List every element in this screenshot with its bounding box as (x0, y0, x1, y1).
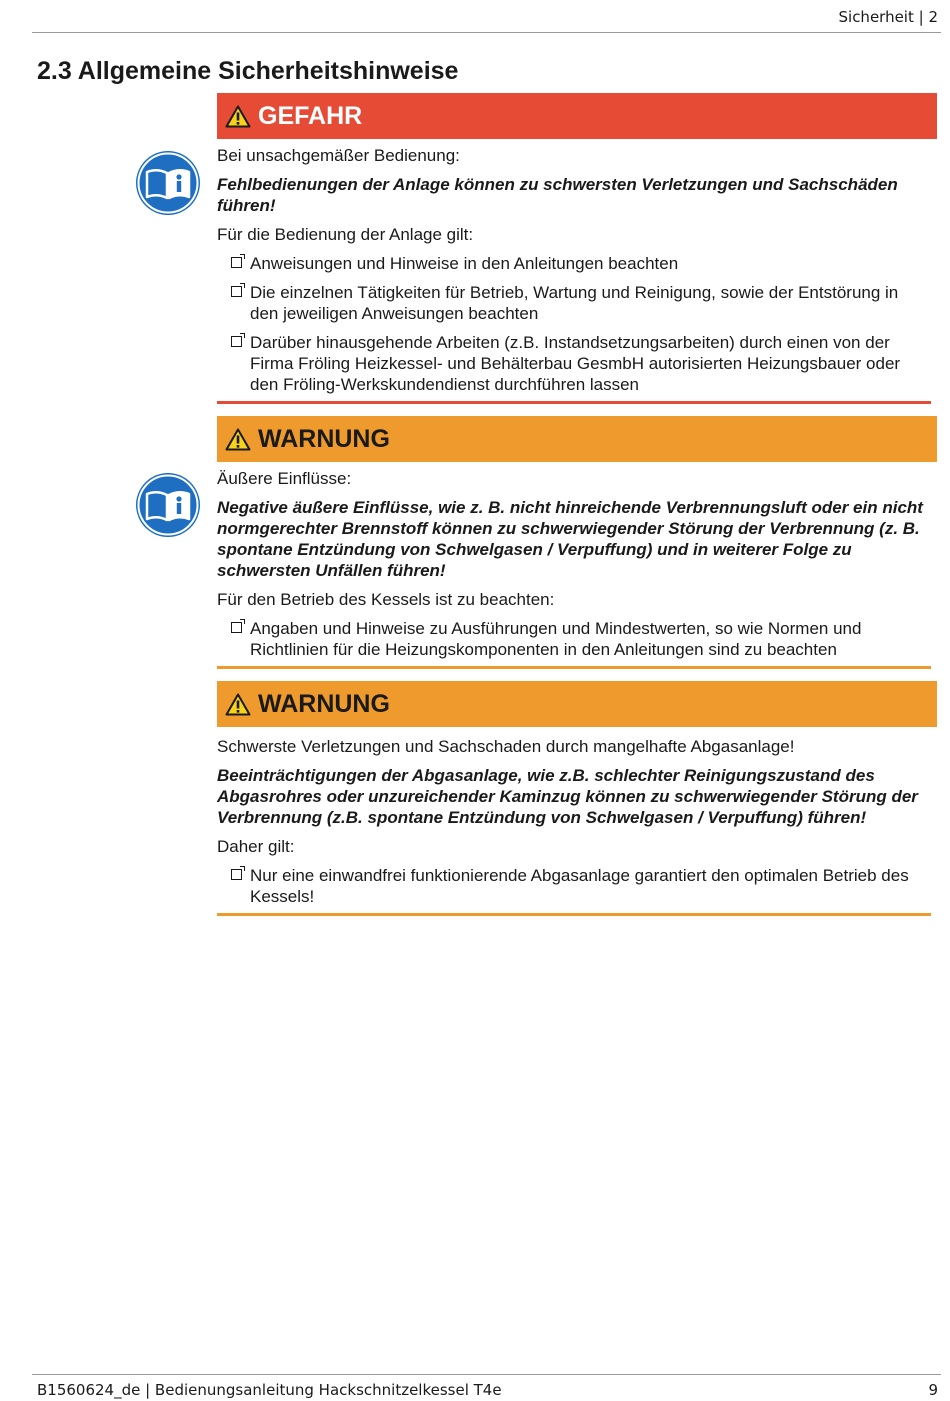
warning-level-label: WARNUNG (258, 689, 390, 718)
warning-content (217, 727, 937, 916)
header-divider (32, 32, 941, 33)
list-item (231, 332, 931, 395)
notice-lead: Negative äußere Einflüsse, wie z. B. nicht hinreichende Verbrennungsluft oder ein nicht normgerechter Brennstoff können zu schwerwiegender Störung der Verbrennung (z. B. spontane Entzündung von Schwelgasen / Verpuffung) und in weiterer Folge zu schwersten Unfällen führen! (217, 498, 923, 580)
notice-lead: Beeinträchtigungen der Abgasanlage, wie z.B. schlechter Reinigungszustand des Abgasrohres oder unzureichender Kaminzug können zu schwerwiegender Störung der Verbrennung (z.B. spontane Entzündung von Schwelgasen / Verpuffung) führen! (217, 766, 918, 827)
list-item-text: Angaben und Hinweise zu Ausführungen und Mindestwerten, so wie Normen und Richtlinien für die Heizungskomponenten in den Anleitungen sind zu beachten (250, 619, 862, 659)
read-manual-icon (135, 472, 201, 538)
warning-triangle-icon (225, 693, 251, 716)
warning-triangle-icon (225, 428, 251, 451)
notice-intro: Schwerste Verletzungen und Sachschaden durch mangelhafte Abgasanlage! (217, 737, 795, 756)
list-item (231, 282, 931, 324)
warning-notice-exhaust (217, 681, 937, 916)
list-item (231, 618, 931, 660)
list-item-text: Anweisungen und Hinweise in den Anleitungen beachten (250, 254, 679, 273)
running-header: Sicherheit | 2 (838, 8, 938, 26)
list-item-text: Darüber hinausgehende Arbeiten (z.B. Instandsetzungsarbeiten) durch einen von der Firma Fröling Heizkessel- und Behälterbau GesmbH autorisierten Heizungsbauer oder den Fröling-Werkskundendienst durchführen lassen (250, 333, 901, 394)
danger-banner (217, 93, 937, 139)
notice-item-list (217, 865, 931, 907)
section-title: 2.3 Allgemeine Sicherheitshinweise (37, 57, 459, 85)
read-manual-icon (135, 150, 201, 216)
notice-intro: Bei unsachgemäßer Bedienung: (217, 146, 460, 165)
notice-item-list (217, 253, 931, 395)
notice-lead: Fehlbedienungen der Anlage können zu schwersten Verletzungen und Sachschäden führen! (217, 175, 898, 215)
footer-document-id: B1560624_de | Bedienungsanleitung Hackschnitzelkessel T4e (37, 1381, 502, 1399)
danger-level-label: GEFAHR (258, 101, 363, 130)
warning-banner (217, 681, 937, 727)
notice-rule-text: Für den Betrieb des Kessels ist zu beachten: (217, 590, 555, 609)
warning-notice-external (217, 416, 937, 669)
list-item (231, 253, 931, 274)
list-item (231, 865, 931, 907)
warning-banner (217, 416, 937, 462)
checkbox-bullet-icon (231, 336, 242, 347)
danger-content (217, 139, 937, 404)
checkbox-bullet-icon (231, 622, 242, 633)
warning-bottom-rule (217, 666, 931, 669)
checkbox-bullet-icon (231, 257, 242, 268)
warning-bottom-rule (217, 913, 931, 916)
checkbox-bullet-icon (231, 286, 242, 297)
notice-rule-text: Daher gilt: (217, 837, 295, 856)
checkbox-bullet-icon (231, 869, 242, 880)
notice-intro: Äußere Einflüsse: (217, 469, 352, 488)
danger-notice (217, 93, 937, 404)
warning-level-label: WARNUNG (258, 424, 390, 453)
page-number: 9 (928, 1381, 938, 1399)
footer-divider (32, 1374, 941, 1375)
warning-triangle-icon (225, 105, 251, 128)
notice-rule-text: Für die Bedienung der Anlage gilt: (217, 225, 474, 244)
list-item-text: Die einzelnen Tätigkeiten für Betrieb, Wartung und Reinigung, sowie der Entstörung in den jeweiligen Anweisungen beachten (250, 283, 899, 323)
list-item-text: Nur eine einwandfrei funktionierende Abgasanlage garantiert den optimalen Betrieb des Kessels! (250, 866, 909, 906)
warning-content (217, 462, 937, 669)
danger-bottom-rule (217, 401, 931, 404)
notice-item-list (217, 618, 931, 660)
